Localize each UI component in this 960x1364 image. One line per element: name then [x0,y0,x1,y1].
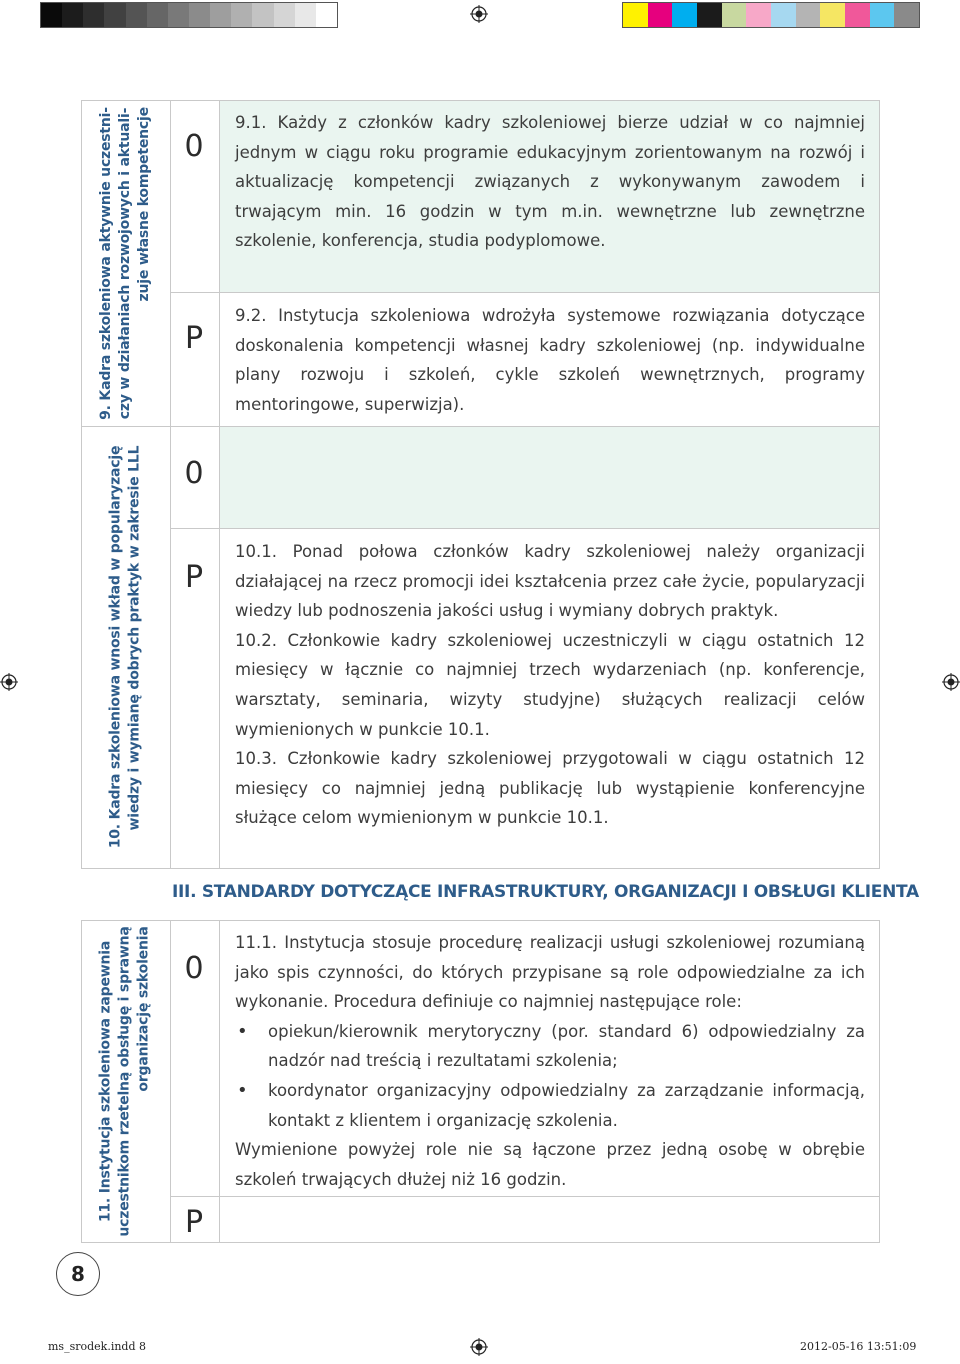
list-item: • koordynator organizacyjny odpowiedzialny za zarządzanie informacją, kontakt z klientem i organizację szkolenia. [235,1076,865,1135]
color-swatch [820,3,845,27]
section-heading: III. STANDARDY DOTYCZĄCE INFRASTRUKTURY, ORGANIZACJI I OBSŁUGI KLIENTA [172,882,919,902]
row10-shaded-cell [219,426,879,528]
color-swatch [231,3,252,27]
row9-criterion-label: 9. Kadra szkoleniowa aktywnie uczestni- czy w działaniach rozwojowych i aktuali- zuje własne kompetencje [98,106,152,420]
registration-mark-icon [470,1338,488,1356]
color-swatch [147,3,168,27]
color-swatch [845,3,870,27]
color-swatch [104,3,125,27]
color-swatch [252,3,273,27]
row10-level-0: 0 [184,456,204,491]
list-item: • opiekun/kierownik merytoryczny (por. standard 6) odpowiedzialny za nadzór nad treścią i rezultatami szkolenia; [235,1017,865,1076]
color-swatch [796,3,821,27]
row11-level-0-text: 11.1. Instytucja stosuje procedurę realizacji usługi szkoleniowej rozumianą jako spis czynności, do których przypisane są role odpowiedzialne za ich wykonanie. Procedura definiuje co najmniej następujące role: • opiekun/kierownik merytoryczny (por. standard 6) odpowiedzialny za nadzór nad treścią i rezultatami szkolenia; • koordynator organizacyjny odpowiedzialny za zarządzanie informacją, kontakt z klientem i organizację szkolenia. Wymienione powyżej role nie są łączone przez jedną osobę w obrębie szkoleń trwających dłużej niż 16 godzin. [235,928,865,1194]
color-swatch [168,3,189,27]
row10-level-p-text: 10.1. Ponad połowa członków kadry szkoleniowej należy organizacji działającej na rzecz promocji idei kształcenia przez całe życie, popularyzacji wiedzy lub podnoszenia jakości usług i wymiany dobrych praktyk. 10.2. Członkowie kadry szkoleniowej uczestniczyli w ciągu ostatnich 12 miesięcy w łącznie co najmniej trzech wydarzeniach (np. konferencje, warsztaty, seminaria, wizyty studyjne) służących realizacji celów wymienionych w punkcie 10.1. 10.3. Członkowie kadry szkoleniowej przygotowali w ciągu ostatnich 12 miesięcy co najmniej jedną publikację lub wystąpienie konferencyjne służące celom wymienionym w punkcie 10.1. [235,542,865,828]
color-swatch [672,3,697,27]
color-swatch [210,3,231,27]
color-swatch [722,3,747,27]
row11-level-p: P [184,1205,204,1240]
slug-filename: ms_srodek.indd 8 [48,1340,146,1353]
color-swatch [62,3,83,27]
color-swatch [274,3,295,27]
color-swatch [189,3,210,27]
registration-mark-icon [0,673,18,691]
color-swatch [83,3,104,27]
registration-mark-icon [470,5,488,23]
row10-level-p: P [184,560,204,595]
color-swatch [316,3,337,27]
color-swatch [870,3,895,27]
color-swatch [648,3,673,27]
color-swatch [894,3,919,27]
row10-criterion-label: 10. Kadra szkoleniowa wnosi wkład w popularyzację wiedzy i wymianę dobrych praktyk w zakresie LLL [107,445,143,849]
row9-level-p: P [184,321,204,356]
page-number: 8 [56,1252,100,1296]
row9-level-p-text: 9.2. Instytucja szkoleniowa wdrożyła systemowe rozwiązania dotyczące doskonalenia kompetencji własnej kadry szkoleniowej (np. indywidualne plany rozwoju i szkoleń, cykle szkoleń wewnętrznych, programy mentoringowe, superwizja). [235,306,865,414]
process-color-bar [622,2,920,28]
color-swatch [295,3,316,27]
slug-timestamp: 2012-05-16 13:51:09 [800,1340,917,1353]
color-swatch [623,3,648,27]
row9-level-0-text: 9.1. Każdy z członków kadry szkoleniowej bierze udział w co najmniej jednym w ciągu roku programie edukacyjnym zorientowanym na rozwój i aktualizację kompetencji związanych z wykonywanym zawodem i trwającym min. 16 godzin w tym m.in. wewnętrzne lub zewnętrzne szkolenie, konferencja, studia podyplomowe. [235,113,865,251]
color-swatch [697,3,722,27]
row9-level-0: 0 [184,129,204,164]
registration-mark-icon [942,673,960,691]
row11-level-0: 0 [184,951,204,986]
row11-criterion-label: 11. Instytucja szkoleniowa zapewnia uczestnikom rzetelną obsługę i sprawną organizację szkolenia [98,925,153,1237]
grayscale-color-bar [40,2,338,28]
color-swatch [41,3,62,27]
color-swatch [771,3,796,27]
color-swatch [126,3,147,27]
color-swatch [746,3,771,27]
